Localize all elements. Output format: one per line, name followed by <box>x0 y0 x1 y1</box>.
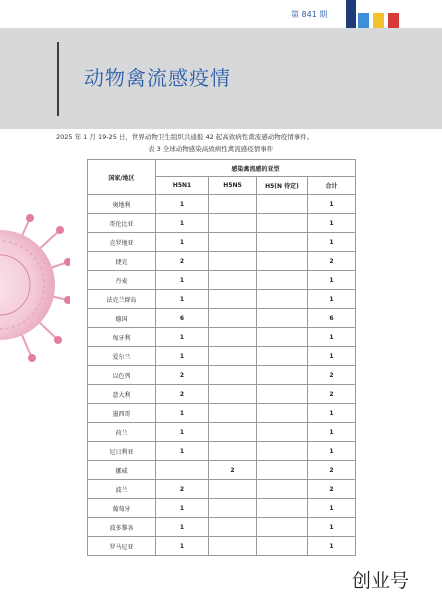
table-row <box>88 461 356 480</box>
cell-h5n5 <box>209 442 257 461</box>
accent-bar-red <box>388 13 399 28</box>
cell-total: 2 <box>308 252 356 271</box>
table-row <box>88 214 356 233</box>
row-country: 丹麦 <box>88 271 156 290</box>
table-row <box>88 499 356 518</box>
row-country: 克罗地亚 <box>88 233 156 252</box>
table-caption: 表 3 全球动物感染高致病性禽流感疫情事件 <box>148 145 274 153</box>
row-country: 挪威 <box>88 461 156 480</box>
table-row <box>88 423 356 442</box>
section-banner <box>0 28 442 129</box>
cell-h5n1: 2 <box>156 366 209 385</box>
accent-bar-yellow <box>373 13 384 28</box>
column-header-h5-undetermined: H5(N 待定) <box>257 177 308 195</box>
cell-total: 1 <box>308 442 356 461</box>
table-row <box>88 518 356 537</box>
cell-h5-undetermined <box>257 385 308 404</box>
cell-h5n1: 1 <box>156 442 209 461</box>
cell-h5n5 <box>209 537 257 556</box>
cell-h5n5 <box>209 366 257 385</box>
table-body <box>88 195 356 556</box>
table-row <box>88 328 356 347</box>
cell-total: 1 <box>308 233 356 252</box>
intro-text: 2025 年 1 月 19-25 日，世界动物卫生组织共通报 42 起高致病性禽流感动物疫情事件。 <box>56 133 314 141</box>
table-row <box>88 233 356 252</box>
cell-h5n1: 1 <box>156 537 209 556</box>
table-row <box>88 290 356 309</box>
cell-total: 6 <box>308 309 356 328</box>
row-country: 哥伦比亚 <box>88 214 156 233</box>
cell-h5n1: 1 <box>156 423 209 442</box>
cell-h5n1: 1 <box>156 404 209 423</box>
row-country: 罗马尼亚 <box>88 537 156 556</box>
section-title: 动物禽流感疫情 <box>84 66 231 90</box>
cell-h5-undetermined <box>257 309 308 328</box>
table-row <box>88 537 356 556</box>
cell-h5-undetermined <box>257 252 308 271</box>
cell-h5-undetermined <box>257 328 308 347</box>
cell-h5-undetermined <box>257 480 308 499</box>
row-country: 意大利 <box>88 385 156 404</box>
cell-h5n5 <box>209 347 257 366</box>
column-header-h5n1: H5N1 <box>156 177 209 195</box>
cell-total: 1 <box>308 347 356 366</box>
cell-h5n5 <box>209 499 257 518</box>
row-country: 荷兰 <box>88 423 156 442</box>
outbreak-table <box>87 159 356 556</box>
cell-h5n5 <box>209 309 257 328</box>
cell-h5n5 <box>209 404 257 423</box>
cell-h5-undetermined <box>257 499 308 518</box>
subtype-group-header: 感染禽流感的亚型 <box>156 160 356 177</box>
cell-h5-undetermined <box>257 461 308 480</box>
cell-h5n1: 1 <box>156 233 209 252</box>
table-row <box>88 252 356 271</box>
cell-h5-undetermined <box>257 404 308 423</box>
accent-bar-navy <box>346 0 356 28</box>
cell-total: 1 <box>308 518 356 537</box>
table-row <box>88 309 356 328</box>
cell-h5n1: 1 <box>156 195 209 214</box>
cell-h5n1: 1 <box>156 518 209 537</box>
cell-h5n1: 1 <box>156 347 209 366</box>
cell-total: 1 <box>308 195 356 214</box>
cell-h5-undetermined <box>257 347 308 366</box>
column-header-total: 合计 <box>308 177 356 195</box>
table-row <box>88 195 356 214</box>
cell-h5n1 <box>156 461 209 480</box>
country-header: 国家/地区 <box>88 160 156 195</box>
cell-h5n5 <box>209 233 257 252</box>
cell-h5-undetermined <box>257 537 308 556</box>
row-country: 尼日利亚 <box>88 442 156 461</box>
cell-h5n1: 2 <box>156 385 209 404</box>
cell-h5-undetermined <box>257 290 308 309</box>
cell-h5n1: 1 <box>156 271 209 290</box>
cell-h5-undetermined <box>257 442 308 461</box>
cell-total: 1 <box>308 537 356 556</box>
cell-h5n1: 2 <box>156 252 209 271</box>
banner-rule <box>57 42 59 116</box>
cell-h5n5 <box>209 328 257 347</box>
cell-h5n5 <box>209 518 257 537</box>
watermark: 创业号 <box>352 570 410 592</box>
cell-h5-undetermined <box>257 214 308 233</box>
cell-total: 1 <box>308 423 356 442</box>
cell-h5n5 <box>209 423 257 442</box>
cell-h5-undetermined <box>257 423 308 442</box>
row-country: 爱尔兰 <box>88 347 156 366</box>
cell-h5-undetermined <box>257 195 308 214</box>
row-country: 德国 <box>88 309 156 328</box>
column-header-h5n5: H5N5 <box>209 177 257 195</box>
cell-h5n5: 2 <box>209 461 257 480</box>
row-country: 奥地利 <box>88 195 156 214</box>
cell-h5n5 <box>209 252 257 271</box>
table-row <box>88 347 356 366</box>
cell-total: 2 <box>308 461 356 480</box>
cell-h5n1: 2 <box>156 480 209 499</box>
cell-h5-undetermined <box>257 518 308 537</box>
cell-total: 2 <box>308 480 356 499</box>
row-country: 葡萄牙 <box>88 499 156 518</box>
table-row <box>88 366 356 385</box>
row-country: 波兰 <box>88 480 156 499</box>
cell-h5n1: 1 <box>156 214 209 233</box>
row-country: 波多黎各 <box>88 518 156 537</box>
virus-illustration <box>0 200 70 370</box>
issue-label: 第 841 期 <box>291 10 328 19</box>
cell-total: 1 <box>308 271 356 290</box>
cell-h5-undetermined <box>257 366 308 385</box>
cell-h5n1: 1 <box>156 328 209 347</box>
table-row <box>88 271 356 290</box>
cell-h5n5 <box>209 480 257 499</box>
cell-h5n1: 1 <box>156 499 209 518</box>
table-row <box>88 404 356 423</box>
cell-h5-undetermined <box>257 271 308 290</box>
cell-h5n5 <box>209 290 257 309</box>
cell-h5n1: 6 <box>156 309 209 328</box>
cell-total: 2 <box>308 366 356 385</box>
cell-total: 1 <box>308 328 356 347</box>
cell-h5-undetermined <box>257 233 308 252</box>
accent-bar-blue <box>358 13 369 28</box>
row-country: 匈牙利 <box>88 328 156 347</box>
cell-h5n1: 1 <box>156 290 209 309</box>
cell-total: 1 <box>308 290 356 309</box>
cell-h5n5 <box>209 214 257 233</box>
cell-total: 1 <box>308 499 356 518</box>
table-row <box>88 480 356 499</box>
row-country: 捷克 <box>88 252 156 271</box>
cell-h5n5 <box>209 385 257 404</box>
row-country: 以色列 <box>88 366 156 385</box>
row-country: 墨西哥 <box>88 404 156 423</box>
cell-total: 1 <box>308 404 356 423</box>
cell-total: 1 <box>308 214 356 233</box>
row-country: 法克兰群岛 <box>88 290 156 309</box>
cell-h5n5 <box>209 195 257 214</box>
cell-total: 2 <box>308 385 356 404</box>
table-row <box>88 442 356 461</box>
table-row <box>88 385 356 404</box>
cell-h5n5 <box>209 271 257 290</box>
